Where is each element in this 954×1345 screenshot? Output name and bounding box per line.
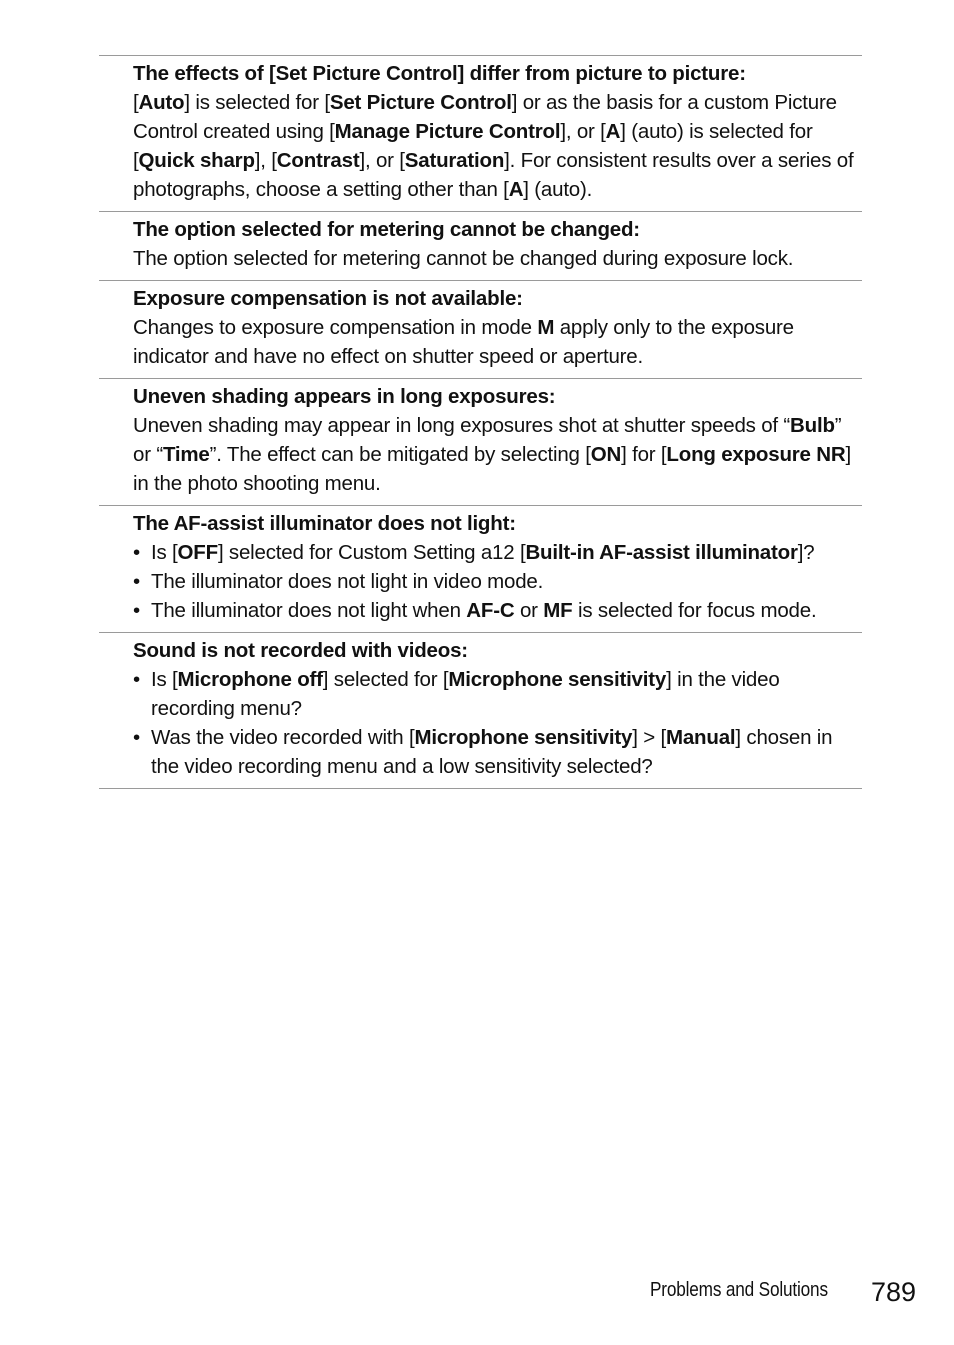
bold-term: Time (162, 443, 210, 466)
bullet-icon: • (133, 726, 140, 749)
bullet-list (133, 665, 854, 781)
bold-term: A (508, 178, 524, 201)
text-run: ” or “ (133, 414, 842, 466)
bullet-item (133, 567, 854, 596)
bullet-icon: • (133, 570, 140, 593)
bullet-icon: • (133, 541, 140, 564)
text-run: The option selected for metering cannot be changed during exposure lock. (133, 247, 794, 270)
text-run: ]. For consistent results over a series of photographs, choose a setting other than [ (133, 149, 854, 201)
text-run: ”. The effect can be mitigated by selecting [ (209, 443, 591, 466)
text-run: Is [ (151, 541, 178, 564)
troubleshooting-entry (99, 56, 862, 212)
bold-term: Saturation (404, 149, 505, 172)
troubleshooting-list (99, 55, 862, 789)
troubleshooting-entry (99, 633, 862, 789)
bold-term: ON (590, 443, 622, 466)
bullet-icon: • (133, 668, 140, 691)
troubleshooting-entry (99, 212, 862, 281)
bold-term: Manage Picture Control (334, 120, 561, 143)
text-run: ], or [ (359, 149, 405, 172)
bold-term: MF (543, 599, 573, 622)
bullet-item (133, 596, 854, 625)
bold-term: OFF (177, 541, 218, 564)
text-run: ], [ (254, 149, 277, 172)
troubleshooting-entry (99, 379, 862, 506)
text-run: ] > [ (632, 726, 666, 749)
text-run: ] is selected for [ (184, 91, 330, 114)
bold-term: Auto (138, 91, 185, 114)
text-run: The illuminator does not light when (151, 599, 467, 622)
bold-term: Quick sharp (138, 149, 255, 172)
entry-body (133, 411, 854, 498)
bullet-item (133, 538, 854, 567)
entry-body (133, 313, 854, 371)
text-run: ] chosen in the video recording menu and a low sensitivity selected? (151, 726, 833, 778)
text-run: ] (auto) is selected for [ (133, 120, 813, 172)
entry-heading: Sound is not recorded with videos: (133, 639, 468, 662)
text-run: apply only to the exposure indicator and have no effect on shutter speed or aperture. (133, 316, 794, 368)
bold-term: M (537, 316, 555, 339)
text-run: ] or as the basis for a custom Picture Control created using [ (133, 91, 837, 143)
bold-term: Set Picture Control (329, 91, 512, 114)
bold-term: AF-C (466, 599, 515, 622)
troubleshooting-entry (99, 506, 862, 633)
bold-term: Built-in AF-assist illuminator (525, 541, 798, 564)
bold-term: A (605, 120, 621, 143)
bullet-list (133, 538, 854, 625)
entry-heading: Uneven shading appears in long exposures: (133, 385, 556, 408)
text-run: Uneven shading may appear in long exposures shot at shutter speeds of “ (133, 414, 791, 437)
text-run: ]? (797, 541, 815, 564)
bullet-icon: • (133, 599, 140, 622)
footer-section-title: Problems and Solutions (650, 1279, 828, 1301)
text-run: [ (133, 91, 139, 114)
page-number: 789 (871, 1277, 917, 1307)
entry-body (133, 88, 854, 204)
bold-term: Microphone sensitivity (448, 668, 667, 691)
text-run: Was the video recorded with [ (151, 726, 415, 749)
entry-heading: Exposure compensation is not available: (133, 287, 523, 310)
text-run: The illuminator does not light in video mode. (151, 570, 544, 593)
text-run: ] (auto). (523, 178, 593, 201)
entry-heading: The effects of [Set Picture Control] differ from picture to picture: (133, 62, 746, 85)
bold-term: Contrast (276, 149, 360, 172)
text-run: or (514, 599, 544, 622)
bold-term: Long exposure NR (666, 443, 846, 466)
troubleshooting-entry (99, 281, 862, 379)
bullet-item (133, 723, 854, 781)
entry-heading: The AF-assist illuminator does not light: (133, 512, 516, 535)
text-run: Is [ (151, 668, 178, 691)
text-run: is selected for focus mode. (572, 599, 817, 622)
entry-body (133, 244, 854, 273)
text-run: ] selected for Custom Setting a12 [ (217, 541, 526, 564)
text-run: ], or [ (560, 120, 606, 143)
bullet-item (133, 665, 854, 723)
bold-term: Microphone sensitivity (414, 726, 633, 749)
text-run: ] selected for [ (322, 668, 449, 691)
entry-heading: The option selected for metering cannot be changed: (133, 218, 640, 241)
text-run: ] for [ (621, 443, 667, 466)
bold-term: Manual (665, 726, 736, 749)
text-run: ] in the photo shooting menu. (133, 443, 851, 495)
bold-term: Microphone off (177, 668, 323, 691)
bold-term: Bulb (790, 414, 835, 437)
text-run: ] in the video recording menu? (151, 668, 780, 720)
text-run: Changes to exposure compensation in mode (133, 316, 538, 339)
